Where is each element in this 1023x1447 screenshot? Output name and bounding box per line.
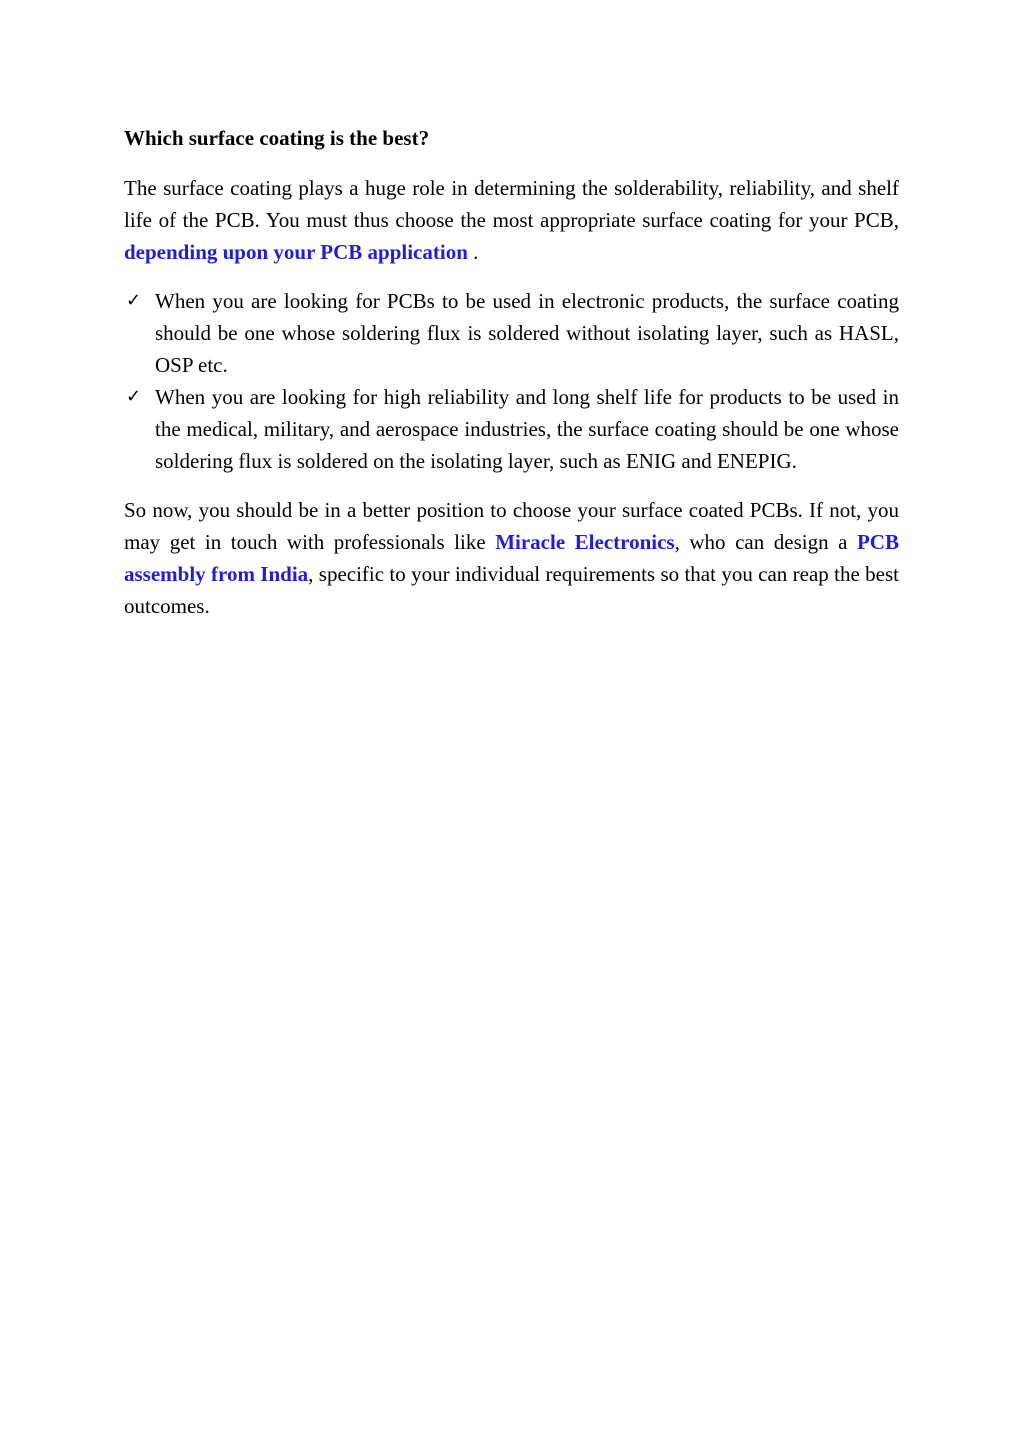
pcb-assembly-india-link[interactable]: PCB assembly from India (124, 530, 899, 586)
section-heading: Which surface coating is the best? (124, 126, 430, 150)
conclusion-text: , specific to your individual requirements so that you can reap the best outcomes. (124, 562, 899, 618)
checklist-item-text: When you are looking for high reliability and long shelf life for products to be used in the medical, military, and aerospace industries, the surface coating should be one whose soldering flux is soldered on the isolating layer, such as ENIG and ENEPIG. (155, 385, 899, 473)
miracle-electronics-link[interactable]: Miracle Electronics (495, 530, 675, 554)
check-mark-icon: ✓ (126, 290, 142, 311)
document-page (124, 122, 899, 622)
checklist-item (124, 381, 899, 477)
conclusion-paragraph (124, 494, 899, 622)
checklist (124, 285, 899, 477)
checklist-item-text: When you are looking for PCBs to be used in electronic products, the surface coating should be one whose soldering flux is soldered without isolating layer, such as HASL, OSP etc. (155, 289, 899, 377)
conclusion-text: So now, you should be in a better position to choose your surface coated PCBs. If not, you may get in touch with professionals like (124, 498, 899, 554)
pcb-application-link[interactable]: depending upon your PCB application (124, 240, 468, 264)
conclusion-text: , who can design a (674, 530, 857, 554)
checklist-item (124, 285, 899, 381)
intro-text: The surface coating plays a huge role in determining the solderability, reliability, and shelf life of the PCB. You must thus choose the most appropriate surface coating for your PCB, (124, 176, 899, 232)
check-mark-icon: ✓ (126, 386, 142, 407)
intro-text-end: . (467, 240, 479, 264)
intro-paragraph (124, 172, 899, 268)
